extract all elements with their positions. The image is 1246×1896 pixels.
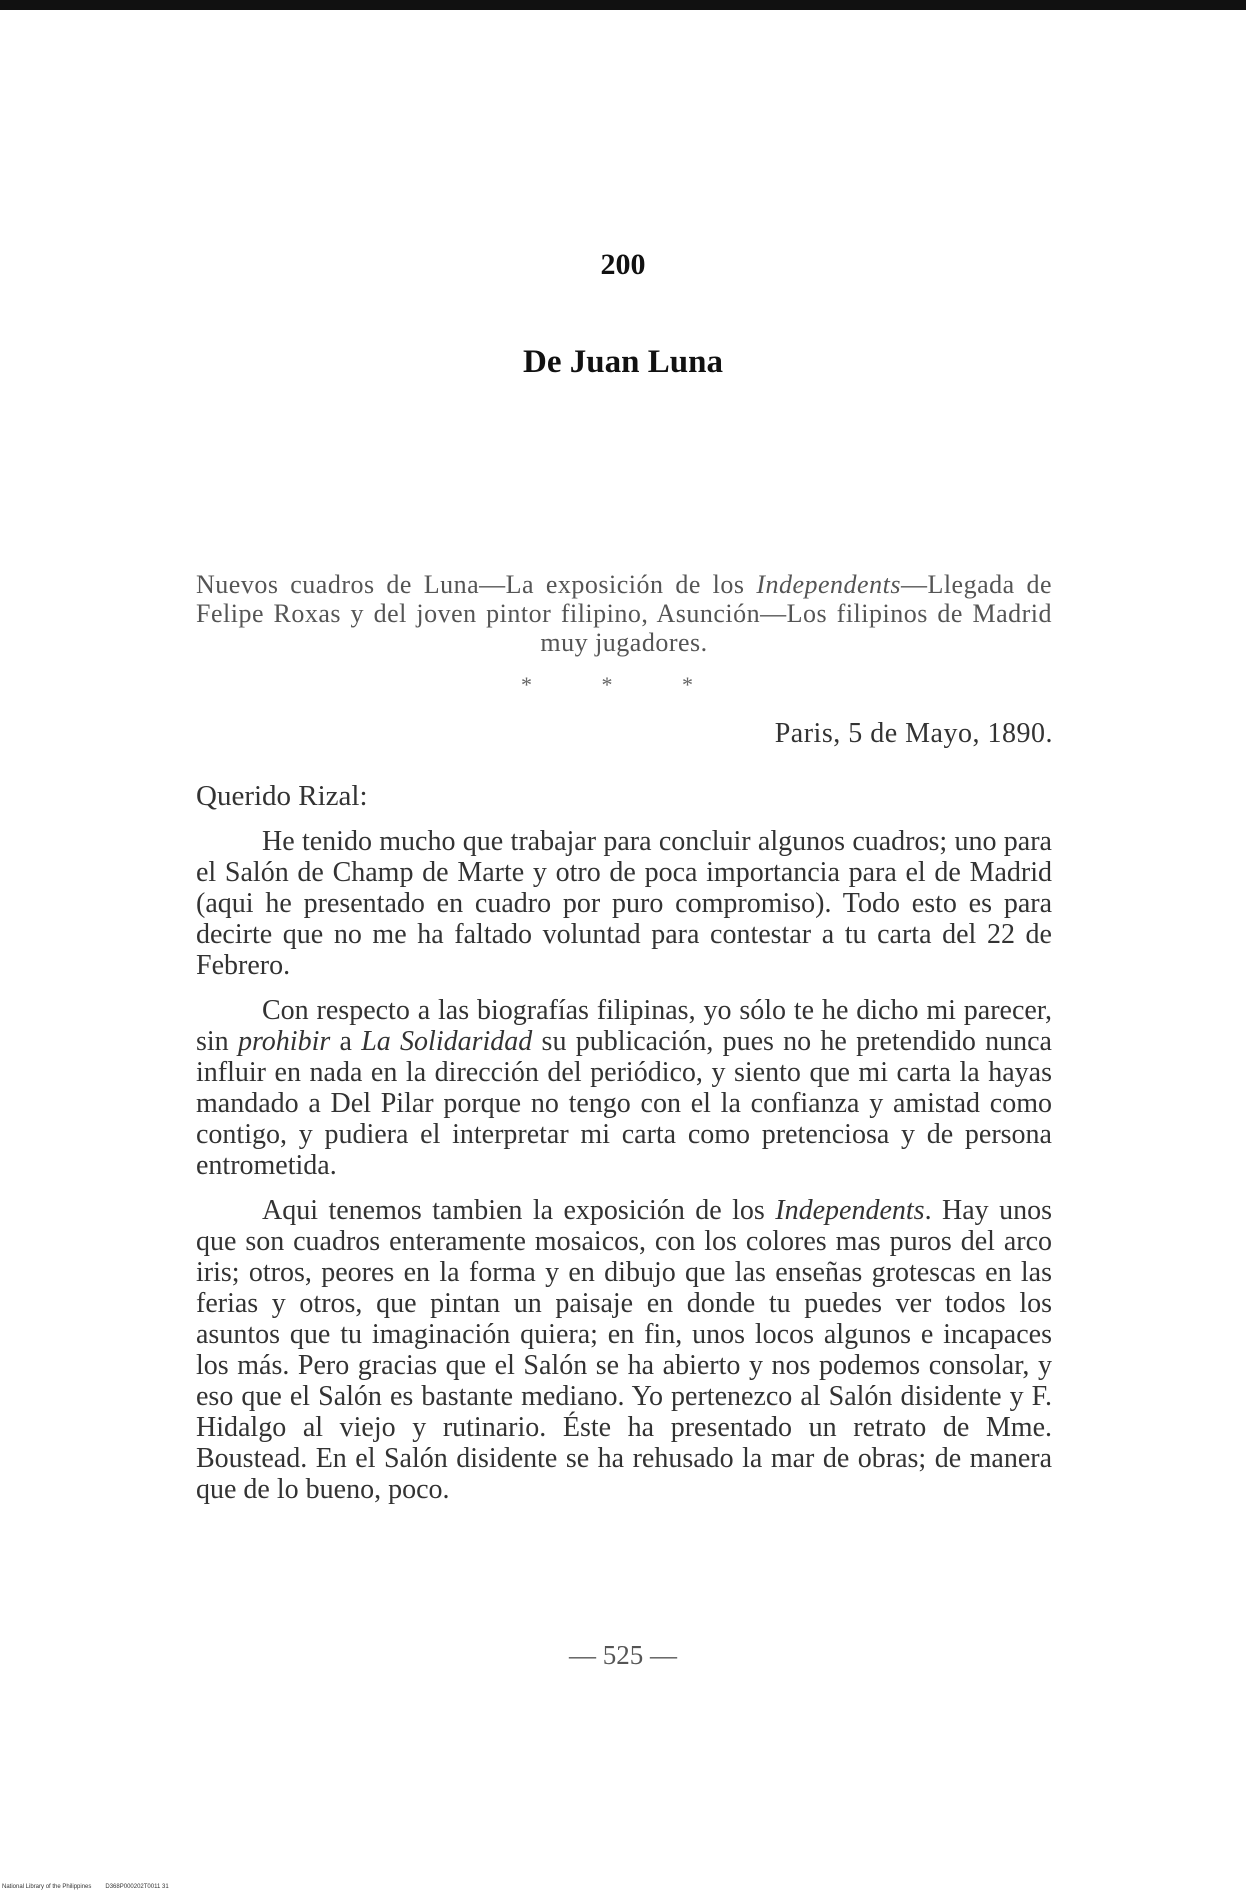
document-number: 200 — [600, 248, 646, 281]
summary-text-1: Nuevos cuadros de Luna—La exposición de los — [196, 570, 757, 599]
scan-footer — [2, 1884, 183, 1890]
summary-abstract — [196, 570, 1052, 657]
paragraph-2-text-c: a — [330, 1026, 362, 1057]
paragraph-2-text-e: su publicación, pues no he pretendido nunca influir en nada en la dirección del periódico, y siento que mi carta la hayas mandado a Del Pilar porque no tengo con el la confianza y amistad como contigo, y pudiera el interpretar mi carta como pretenciosa y de persona entrometida. — [196, 1026, 1052, 1181]
paragraph-2-text-a: Con respecto a las biografías filipinas, yo sólo te he dicho mi parecer, sin — [196, 995, 1052, 1057]
italic-la-solidaridad: La Solidaridad — [361, 1026, 533, 1057]
top-scan-border — [0, 0, 1246, 10]
paragraph-2 — [196, 995, 1052, 1181]
paragraph-3 — [196, 1195, 1052, 1505]
letter-body — [196, 826, 1052, 1519]
summary-text-2: —Llegada de Felipe Roxas y del joven pintor filipino, Asunción—Los filipinos de Madrid muy jugadores. — [196, 570, 1053, 657]
footer-code: D368P000202T0011 31 — [105, 1884, 169, 1890]
dateline: Paris, 5 de Mayo, 1890. — [774, 718, 1053, 749]
italic-independents: Independents — [775, 1195, 925, 1226]
page-number: — 525 — — [569, 1640, 677, 1670]
paragraph-3-text-c: . Hay unos que son cuadros enteramente mosaicos, con los colores mas puros del arco iris; otros, peores en la forma y en dibujo que las enseñas grotescas en las ferias y otros, que pintan un paisaje en donde tu puedes ver todos los asuntos que tu imaginación quiera; en fin, unos locos algunos e incapaces los más. Pero gracias que el Salón se ha abierto y nos podemos consolar, y eso que el Salón es bastante mediano. Yo pertenezco al Salón disidente y F. Hidalgo al viejo y rutinario. Éste ha presentado un retrato de Mme. Boustead. En el Salón disidente se ha rehusado la mar de obras; de manera que de lo bueno, poco. — [196, 1195, 1053, 1505]
salutation: Querido Rizal: — [196, 780, 368, 812]
paragraph-3-text-a: Aqui tenemos tambien la exposición de los — [262, 1195, 776, 1226]
italic-prohibir: prohibir — [237, 1026, 331, 1057]
section-separator: * * * — [521, 672, 725, 697]
summary-italic-independents: Independents — [756, 570, 901, 599]
paragraph-1: He tenido mucho que trabajar para concluir algunos cuadros; uno para el Salón de Champ de Marte y otro de poca importancia para el de Madrid (aqui he presentado en cuadro por puro compromiso). Todo esto es para decirte que no me ha faltado voluntad para contestar a tu carta del 22 de Febrero. — [196, 826, 1052, 981]
footer-library: National Library of the Philippines — [2, 1884, 92, 1890]
document-title: De Juan Luna — [523, 344, 723, 380]
